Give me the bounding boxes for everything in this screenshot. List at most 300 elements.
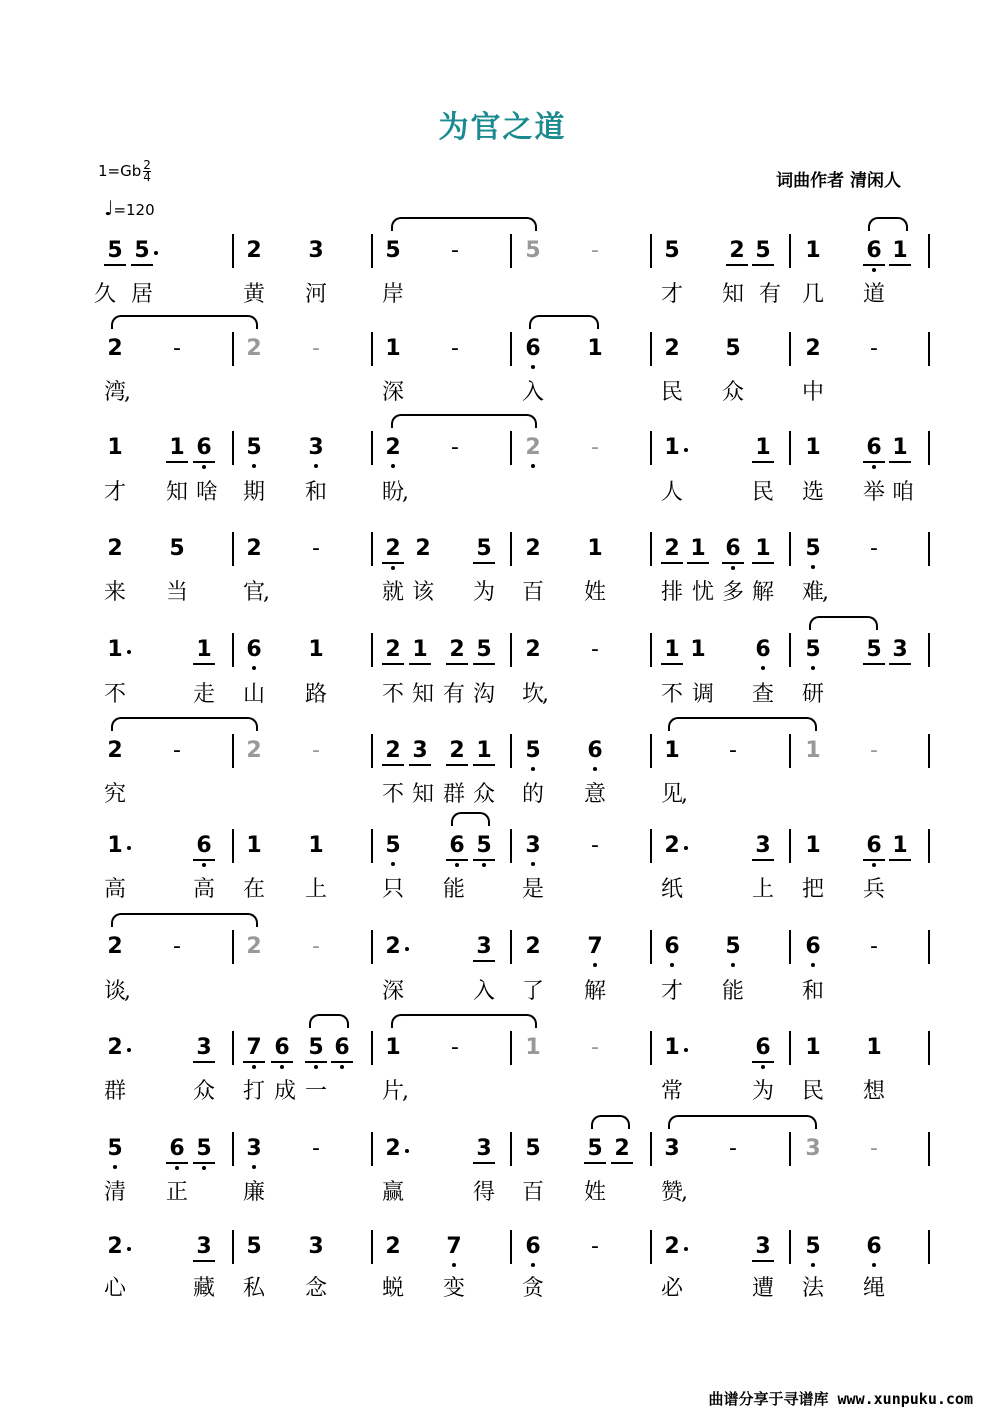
note: 1	[308, 637, 324, 662]
lyric-syllable: 黄	[242, 282, 265, 307]
lyric-syllable: 难 ,	[798, 578, 828, 608]
note: 6	[866, 1234, 882, 1259]
low-octave-dot	[452, 1263, 456, 1267]
sustain-dash: -	[591, 435, 599, 460]
eighth-underline	[752, 562, 774, 564]
eighth-underline	[193, 859, 215, 861]
note: 2	[246, 536, 262, 561]
sustain-dash: -	[870, 536, 878, 561]
note: 6	[725, 536, 741, 561]
barline	[232, 829, 234, 863]
note: 3	[196, 1234, 212, 1259]
lyric-syllable: 只	[381, 877, 404, 902]
note: 6	[866, 238, 882, 263]
barline	[928, 332, 930, 366]
note: 5	[134, 238, 150, 263]
eighth-underline	[473, 1162, 495, 1164]
low-octave-dot	[280, 1065, 284, 1069]
time-bottom: 4	[143, 170, 151, 184]
eighth-underline	[473, 859, 495, 861]
lyric-syllable: 河	[304, 282, 327, 307]
eighth-underline	[473, 764, 495, 766]
note: 6	[274, 1035, 290, 1060]
eighth-underline	[446, 663, 468, 665]
low-octave-dot	[531, 365, 535, 369]
lyric-syllable: 绳	[862, 1276, 885, 1301]
note: 1	[664, 637, 680, 662]
low-octave-dot	[731, 566, 735, 570]
lyric-syllable: 法	[801, 1276, 824, 1301]
barline	[928, 829, 930, 863]
note: 2	[614, 1136, 630, 1161]
augmentation-dot	[154, 251, 158, 255]
barline	[789, 332, 791, 366]
note: 5	[476, 637, 492, 662]
lyric-syllable: 念	[304, 1276, 327, 1301]
eighth-underline	[193, 1061, 215, 1063]
eighth-underline	[752, 1061, 774, 1063]
eighth-underline	[193, 1162, 215, 1164]
lyric-syllable: 不	[381, 682, 404, 707]
lyric-syllable: 在	[242, 877, 265, 902]
lyric-syllable: 谈 ,	[100, 977, 130, 1007]
note: 6	[525, 336, 541, 361]
barline	[371, 734, 373, 768]
low-octave-dot	[175, 1166, 179, 1170]
eighth-underline	[687, 562, 709, 564]
barline	[232, 532, 234, 566]
lyric-syllable: 研	[801, 682, 824, 707]
note: 6	[525, 1234, 541, 1259]
lyric-syllable: 贪	[521, 1276, 544, 1301]
lyric-syllable: 打	[242, 1079, 265, 1104]
barline	[510, 1031, 512, 1065]
note: 6	[449, 833, 465, 858]
note: 5	[755, 238, 771, 263]
low-octave-dot	[391, 862, 395, 866]
note: 1	[805, 833, 821, 858]
barline	[510, 1132, 512, 1166]
note: 5	[196, 1136, 212, 1161]
lyric-syllable: 排	[660, 580, 683, 605]
sustain-dash: -	[451, 336, 459, 361]
sustain-dash: -	[312, 536, 320, 561]
lyric-syllable: 廉	[242, 1180, 265, 1205]
note: 5	[385, 238, 401, 263]
lyric-syllable: 啥	[195, 480, 218, 505]
note: 3	[892, 637, 908, 662]
augmentation-dot	[684, 448, 688, 452]
barline	[371, 234, 373, 268]
lyric-syllable: 知	[411, 682, 434, 707]
lyric-syllable: 入	[472, 979, 495, 1004]
note: 5	[107, 1136, 123, 1161]
note: 1	[664, 435, 680, 460]
lyric-syllable: 不	[103, 682, 126, 707]
note: 2	[525, 934, 541, 959]
note: 5	[725, 934, 741, 959]
barline	[371, 532, 373, 566]
note: 2	[664, 1234, 680, 1259]
tie-slur	[451, 812, 490, 826]
barline	[510, 234, 512, 268]
eighth-underline	[446, 764, 468, 766]
barline	[371, 829, 373, 863]
eighth-underline	[331, 1061, 353, 1063]
sustain-dash: -	[451, 435, 459, 460]
low-octave-dot	[670, 963, 674, 967]
lyric-syllable: 知	[165, 480, 188, 505]
note: 1	[107, 435, 123, 460]
note: 5	[805, 1234, 821, 1259]
low-octave-dot	[811, 565, 815, 569]
augmentation-dot	[405, 1149, 409, 1153]
sustain-dash: -	[870, 336, 878, 361]
low-octave-dot	[252, 464, 256, 468]
lyric-syllable: 湾 ,	[100, 378, 130, 408]
barline	[232, 930, 234, 964]
lyric-syllable: 蜕	[381, 1276, 404, 1301]
low-octave-dot	[314, 464, 318, 468]
lyric-syllable: 众	[721, 380, 744, 405]
note: 2	[385, 1234, 401, 1259]
lyric-syllable: 变	[442, 1276, 465, 1301]
note: 5	[525, 1136, 541, 1161]
low-octave-dot	[531, 862, 535, 866]
sustain-dash: -	[312, 336, 320, 361]
lyric-syllable: 知	[721, 282, 744, 307]
eighth-underline	[584, 1162, 606, 1164]
sustain-dash: -	[729, 1136, 737, 1161]
lyric-syllable: 官 ,	[239, 578, 269, 608]
low-octave-dot	[872, 268, 876, 272]
lyric-syllable: 上	[751, 877, 774, 902]
note: 1	[587, 536, 603, 561]
low-octave-dot	[761, 1065, 765, 1069]
lyric-syllable: 能	[721, 979, 744, 1004]
eighth-underline	[243, 1061, 265, 1063]
note: 5	[866, 637, 882, 662]
lyric-syllable: 百	[521, 580, 544, 605]
note: 1	[308, 833, 324, 858]
low-octave-dot	[340, 1065, 344, 1069]
note: 2	[664, 833, 680, 858]
lyric-syllable: 一	[304, 1079, 327, 1104]
note: 1	[755, 435, 771, 460]
eighth-underline	[889, 264, 911, 266]
lyric-syllable: 道	[862, 282, 885, 307]
lyric-punct: ,	[124, 380, 131, 405]
lyric-syllable: 的	[521, 782, 544, 807]
lyric-syllable: 百	[521, 1180, 544, 1205]
lyric-punct: ,	[681, 782, 688, 807]
eighth-underline	[889, 461, 911, 463]
lyric-syllable: 期	[242, 480, 265, 505]
eighth-underline	[473, 960, 495, 962]
eighth-underline	[382, 663, 404, 665]
lyric-syllable: 坎 ,	[518, 680, 548, 710]
note: 1	[755, 536, 771, 561]
sustain-dash: -	[870, 738, 878, 763]
lyric-punct: ,	[402, 480, 409, 505]
eighth-underline	[863, 663, 885, 665]
note: 5	[385, 833, 401, 858]
note: 2	[525, 435, 541, 460]
low-octave-dot	[531, 1263, 535, 1267]
lyric-syllable: 能	[442, 877, 465, 902]
note: 1	[664, 1035, 680, 1060]
note: 1	[866, 1035, 882, 1060]
tie-slur	[391, 414, 537, 428]
note: 6	[755, 637, 771, 662]
tempo-value: =120	[113, 201, 155, 219]
note: 2	[107, 934, 123, 959]
barline	[928, 1230, 930, 1264]
note: 3	[196, 1035, 212, 1060]
lyric-syllable: 久	[93, 282, 116, 307]
tie-slur	[668, 1115, 817, 1129]
low-octave-dot	[593, 767, 597, 771]
lyric-punct: ,	[402, 1079, 409, 1104]
eighth-underline	[166, 1162, 188, 1164]
barline	[789, 1031, 791, 1065]
lyric-syllable: 见 ,	[657, 780, 687, 810]
lyric-syllable: 群	[103, 1079, 126, 1104]
lyric-punct: ,	[124, 979, 131, 1004]
barline	[928, 532, 930, 566]
note: 2	[449, 738, 465, 763]
note: 2	[385, 435, 401, 460]
low-octave-dot	[482, 863, 486, 867]
barline	[371, 930, 373, 964]
note: 2	[246, 238, 262, 263]
note: 5	[246, 435, 262, 460]
eighth-underline	[889, 663, 911, 665]
barline	[232, 1132, 234, 1166]
lyric-syllable: 赞 ,	[657, 1178, 687, 1208]
lyric-syllable: 深	[381, 380, 404, 405]
augmentation-dot	[127, 1048, 131, 1052]
lyric-syllable: 选	[801, 480, 824, 505]
note: 5	[805, 536, 821, 561]
note: 3	[308, 1234, 324, 1259]
tie-slur	[868, 217, 908, 231]
barline	[510, 1230, 512, 1264]
note: 2	[246, 738, 262, 763]
sustain-dash: -	[173, 336, 181, 361]
note: 5	[107, 238, 123, 263]
barline	[928, 431, 930, 465]
note: 2	[107, 336, 123, 361]
eighth-underline	[131, 264, 153, 266]
note: 3	[412, 738, 428, 763]
low-octave-dot	[455, 863, 459, 867]
low-octave-dot	[593, 963, 597, 967]
sustain-dash: -	[591, 238, 599, 263]
barline	[650, 734, 652, 768]
low-octave-dot	[872, 1263, 876, 1267]
lyric-syllable: 为	[472, 580, 495, 605]
lyric-syllable: 赢	[381, 1180, 404, 1205]
lyric-syllable: 了	[521, 979, 544, 1004]
lyric-syllable: 姓	[583, 1180, 606, 1205]
footer-credit: 曲谱分享于寻谱库 www.xunpuku.com	[708, 1390, 973, 1408]
note: 5	[246, 1234, 262, 1259]
note: 6	[196, 435, 212, 460]
note: 1	[525, 1035, 541, 1060]
lyric-syllable: 沟	[472, 682, 495, 707]
low-octave-dot	[872, 863, 876, 867]
barline	[789, 734, 791, 768]
augmentation-dot	[127, 650, 131, 654]
note: 1	[805, 738, 821, 763]
lyric-syllable: 该	[411, 580, 434, 605]
eighth-underline	[473, 663, 495, 665]
barline	[510, 734, 512, 768]
lyric-syllable: 清	[103, 1180, 126, 1205]
note: 1	[107, 833, 123, 858]
barline	[232, 1031, 234, 1065]
lyric-syllable: 咱	[891, 480, 914, 505]
sustain-dash: -	[729, 738, 737, 763]
low-octave-dot	[872, 465, 876, 469]
note: 6	[755, 1035, 771, 1060]
tie-slur	[529, 315, 599, 329]
lyric-syllable: 忧	[691, 580, 714, 605]
barline	[650, 532, 652, 566]
low-octave-dot	[531, 464, 535, 468]
lyric-syllable: 把	[801, 877, 824, 902]
lyric-syllable: 中	[801, 380, 824, 405]
note: 2	[107, 738, 123, 763]
augmentation-dot	[127, 1247, 131, 1251]
lyric-syllable: 民	[801, 1079, 824, 1104]
lyric-syllable: 究	[103, 782, 126, 807]
low-octave-dot	[202, 465, 206, 469]
eighth-underline	[446, 859, 468, 861]
note: 3	[805, 1136, 821, 1161]
augmentation-dot	[405, 947, 409, 951]
note: 1	[169, 435, 185, 460]
eighth-underline	[409, 764, 431, 766]
lyric-syllable: 岸	[381, 282, 404, 307]
lyric-syllable: 众	[472, 782, 495, 807]
lyric-punct: ,	[681, 1180, 688, 1205]
lyric-syllable: 有	[442, 682, 465, 707]
lyric-syllable: 得	[472, 1180, 495, 1205]
note: 5	[476, 536, 492, 561]
tie-slur	[809, 616, 878, 630]
low-octave-dot	[202, 863, 206, 867]
augmentation-dot	[684, 846, 688, 850]
lyric-syllable: 才	[660, 282, 683, 307]
note: 1	[690, 637, 706, 662]
note: 6	[664, 934, 680, 959]
note: 5	[169, 536, 185, 561]
note: 2	[385, 1136, 401, 1161]
lyric-punct: ,	[263, 580, 270, 605]
note: 2	[385, 738, 401, 763]
sustain-dash: -	[591, 1035, 599, 1060]
author-credit: 词曲作者 清闲人	[776, 171, 901, 191]
barline	[928, 1031, 930, 1065]
sustain-dash: -	[312, 738, 320, 763]
lyric-syllable: 入	[521, 380, 544, 405]
note: 6	[246, 637, 262, 662]
note: 2	[525, 637, 541, 662]
note: 3	[308, 435, 324, 460]
note: 3	[755, 833, 771, 858]
barline	[232, 332, 234, 366]
lyric-syllable: 调	[691, 682, 714, 707]
eighth-underline	[382, 562, 404, 564]
eighth-underline	[193, 1260, 215, 1262]
lyric-punct: ,	[542, 682, 549, 707]
lyric-syllable: 私	[242, 1276, 265, 1301]
barline	[371, 1132, 373, 1166]
note: 1	[476, 738, 492, 763]
barline	[371, 1230, 373, 1264]
tempo-marking	[104, 196, 155, 220]
eighth-underline	[104, 264, 126, 266]
low-octave-dot	[252, 1165, 256, 1169]
barline	[789, 829, 791, 863]
eighth-underline	[271, 1061, 293, 1063]
key-prefix: 1=Gb	[98, 162, 142, 180]
lyric-syllable: 解	[583, 979, 606, 1004]
low-octave-dot	[531, 767, 535, 771]
lyric-syllable: 人	[660, 480, 683, 505]
note: 2	[415, 536, 431, 561]
time-top: 2	[143, 158, 151, 172]
sustain-dash: -	[173, 738, 181, 763]
lyric-syllable: 群	[442, 782, 465, 807]
eighth-underline	[193, 663, 215, 665]
lyric-syllable: 当	[165, 580, 188, 605]
barline	[650, 930, 652, 964]
note: 1	[385, 336, 401, 361]
note: 2	[107, 1035, 123, 1060]
low-octave-dot	[811, 666, 815, 670]
note: 3	[476, 1136, 492, 1161]
sustain-dash: -	[451, 1035, 459, 1060]
note: 6	[587, 738, 603, 763]
note: 1	[246, 833, 262, 858]
note: 3	[755, 1234, 771, 1259]
barline	[650, 1132, 652, 1166]
note: 1	[805, 435, 821, 460]
barline	[789, 532, 791, 566]
note: 2	[385, 536, 401, 561]
barline	[510, 930, 512, 964]
low-octave-dot	[252, 666, 256, 670]
lyric-syllable: 片 ,	[378, 1077, 408, 1107]
note: 5	[664, 238, 680, 263]
tie-slur	[111, 913, 258, 927]
key-signature	[98, 160, 151, 183]
eighth-underline	[661, 562, 683, 564]
lyric-syllable: 纸	[660, 877, 683, 902]
note: 2	[449, 637, 465, 662]
sustain-dash: -	[591, 637, 599, 662]
eighth-underline	[726, 264, 748, 266]
barline	[928, 1132, 930, 1166]
lyric-syllable: 想	[862, 1079, 885, 1104]
tie-slur	[668, 717, 817, 731]
barline	[510, 633, 512, 667]
barline	[510, 532, 512, 566]
note: 5	[805, 637, 821, 662]
